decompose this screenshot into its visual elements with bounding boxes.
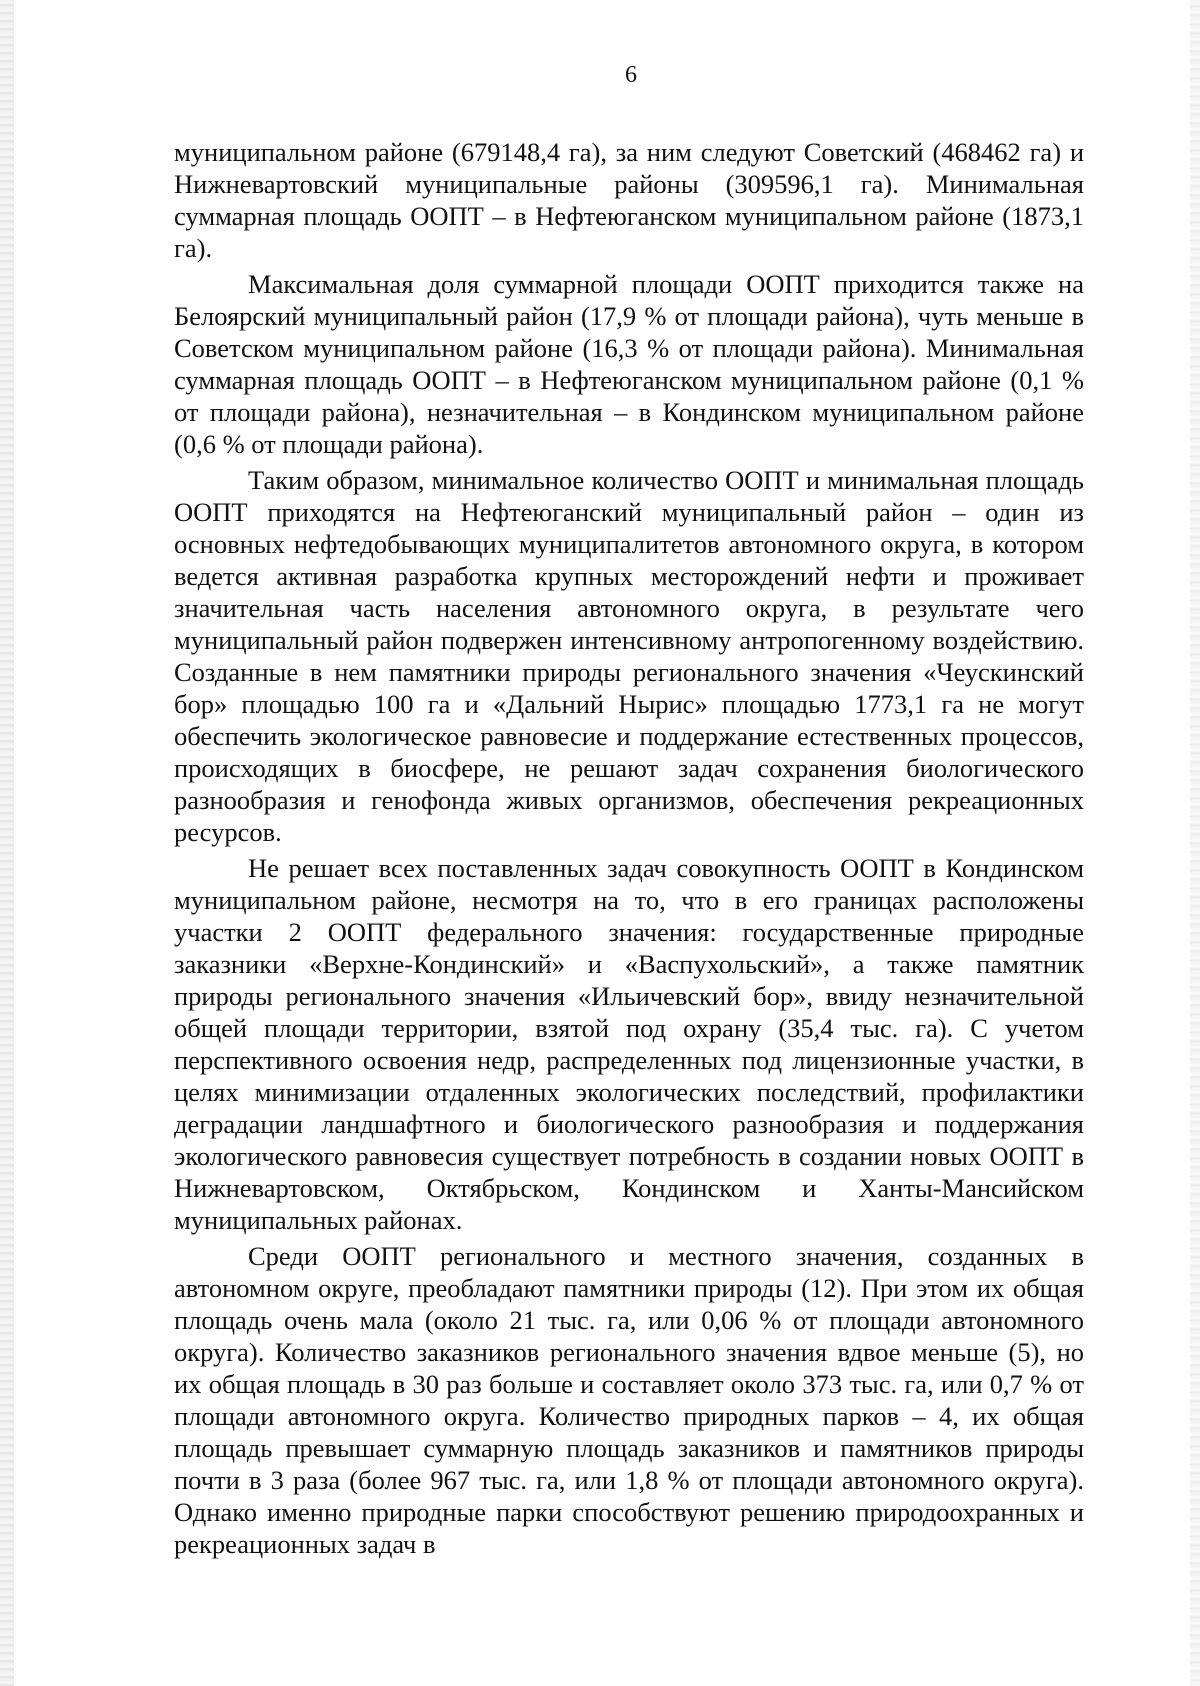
scan-edge-right <box>1190 0 1200 1686</box>
paragraph-max-share: Максимальная доля суммарной площади ООПТ приходится также на Белоярский муниципальный район (17,9 % от площади района), чуть меньше в Советском муниципальном районе (16,3 % от площади района). Минимальная суммарная площадь ООПТ – в Нефтеюганском муниципальном районе (0,1 % от площади района), незначительная – в Кондинском муниципальном районе (0,6 % от площади района). <box>174 269 1084 459</box>
paragraph-continuation: муниципальном районе (679148,4 га), за ним следуют Советский (468462 га) и Нижневартовский муниципальные районы (309596,1 га). Минимальная суммарная площадь ООПТ – в Нефтеюганском муниципальном районе (1873,1 га). <box>174 137 1084 263</box>
paragraph-nefteyugansk: Таким образом, минимальное количество ООПТ и минимальная площадь ООПТ приходятся на Нефтеюганский муниципальный район – один из основных нефтедобывающих муниципалитетов автономного округа, в котором ведется активная разработка крупных месторождений нефти и проживает значительная часть населения автономного округа, в результате чего муниципальный район подвержен интенсивному антропогенному воздействию. Созданные в нем памятники природы регионального значения «Чеускинский бор» площадью 100 га и «Дальний Нырис» площадью 1773,1 га не могут обеспечить экологическое равновесие и поддержание естественных процессов, происходящих в биосфере, не решают задач сохранения биологического разнообразия и генофонда живых организмов, обеспечения рекреационных ресурсов. <box>174 465 1084 847</box>
page-number: 6 <box>625 62 637 88</box>
paragraph-kondinsky: Не решает всех поставленных задач совокупность ООПТ в Кондинском муниципальном районе, несмотря на то, что в его границах расположены участки 2 ООПТ федерального значения: государственные природные заказники «Верхне-Кондинский» и «Васпухольский», а также памятник природы регионального значения «Ильичевский бор», ввиду незначительной общей площади территории, взятой под охрану (35,4 тыс. га). С учетом перспективного освоения недр, распределенных под лицензионные участки, в целях минимизации отдаленных экологических последствий, профилактики деградации ландшафтного и биологического разнообразия и поддержания экологического равновесия существует потребность в создании новых ООПТ в Нижневартовском, Октябрьском, Кондинском и Ханты-Мансийском муниципальных районах. <box>174 853 1084 1235</box>
scan-edge-left <box>0 0 14 1686</box>
paragraph-regional-oopt: Среди ООПТ регионального и местного значения, созданных в автономном округе, преобладают памятники природы (12). При этом их общая площадь очень мала (около 21 тыс. га, или 0,06 % от площади автономного округа). Количество заказников регионального значения вдвое меньше (5), но их общая площадь в 30 раз больше и составляет около 373 тыс. га, или 0,7 % от площади автономного округа. Количество природных парков – 4, их общая площадь превышает суммарную площадь заказников и памятников природы почти в 3 раза (более 967 тыс. га, или 1,8 % от площади автономного округа). Однако именно природные парки способствуют решению природоохранных и рекреационных задач в <box>174 1241 1084 1559</box>
document-body <box>174 136 1084 1564</box>
